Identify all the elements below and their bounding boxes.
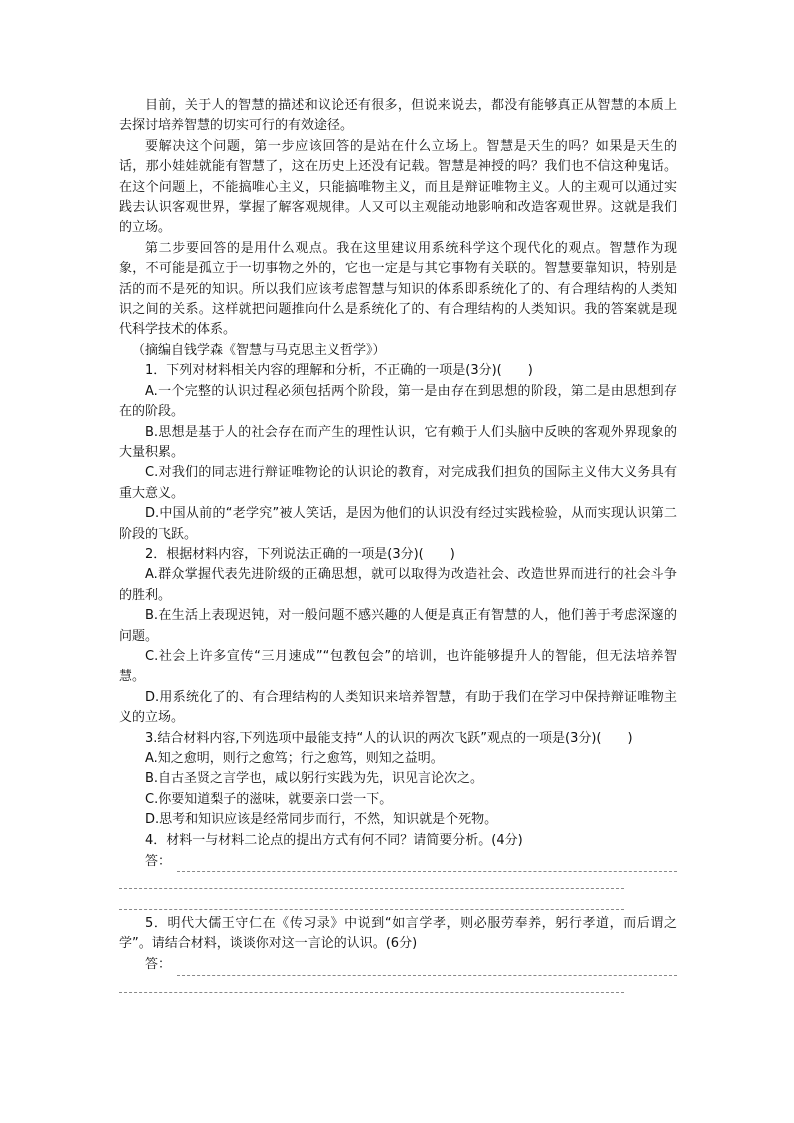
source-citation: （摘编自钱学森《智慧与马克思主义哲学》）: [132, 342, 386, 358]
question-3-option-c: C.你要知道梨子的滋味，就要亲口尝一下。: [145, 791, 393, 807]
question-3-stem: 3.结合材料内容,下列选项中最能支持“人的认识的两次飞跃”观点的一项是(3分)( ): [145, 730, 633, 746]
answer-dotted-line[interactable]: [119, 992, 624, 993]
answer-label: 答：: [145, 853, 172, 869]
question-4-stem: 4．材料一与材料二论点的提出方式有何不同？请简要分析。(4分): [145, 832, 523, 848]
question-2-option-d: D.用系统化了的、有合理结构的人类知识来培养智慧，有助于我们在学习中保持辩证唯物主义的立场。: [119, 689, 677, 726]
question-1-option-c: C.对我们的同志进行辩证唯物论的认识论的教育，对完成我们担负的国际主义伟大义务具有重大意义。: [119, 465, 677, 501]
document-body: [119, 96, 677, 997]
passage-paragraph-3: 第二步要回答的是用什么观点。我在这里建议用系统科学这个现代化的观点。智慧作为现象，不可能是孤立于一切事物之外的，它也一定是与其它事物有关联的。智慧要靠知识，特别是活的而不是死的知识。所以我们应该考虑智慧与知识的体系即系统化了的、有合理结构的人类知识之间的关系。这样就把问题推向什么是系统化了的、有合理结构的人类知识。我的答案就是现代科学技术的体系。: [119, 240, 677, 338]
question-4-answer-line-2[interactable]: [119, 872, 677, 893]
question-2-option-b: B.在生活上表现迟钝，对一般问题不感兴趣的人便是真正有智慧的人，他们善于考虑深邃的问题。: [119, 608, 677, 644]
question-1-option-d: D.中国从前的“老学究”被人笑话，是因为他们的认识没有经过实践检验，从而实现认识第二阶段的飞跃。: [119, 506, 677, 542]
question-1-stem: 1．下列对材料相关内容的理解和分析，不正确的一项是(3分)( ): [145, 363, 533, 379]
question-2-stem: 2．根据材料内容，下列说法正确的一项是(3分)( ): [145, 546, 455, 562]
question-1-option-b: B.思想是基于人的社会存在而产生的理性认识，它有赖于人们头脑中反映的客观外界现象的大量积累。: [119, 424, 677, 460]
passage-paragraph-2: 要解决这个问题，第一步应该回答的是站在什么立场上。智慧是天生的吗？如果是天生的话，那小娃娃就能有智慧了，这在历史上还没有记载。智慧是神授的吗？我们也不信这种鬼话。在这个问题上，不能搞唯心主义，只能搞唯物主义，而且是辩证唯物主义。人的主观可以通过实践去认识客观世界，掌握了解客观规律。人又可以主观能动地影响和改造客观世界。这就是我们的立场。: [119, 138, 677, 236]
question-2-option-a: A.群众掌握代表先进阶级的正确思想，就可以取得为改造社会、改造世界而进行的社会斗争的胜利。: [119, 567, 677, 603]
answer-dotted-line[interactable]: [119, 888, 624, 889]
question-5-answer-line-1[interactable]: [119, 955, 677, 976]
question-3-option-a: A.知之愈明，则行之愈笃；行之愈笃，则知之益明。: [145, 751, 444, 766]
question-1-option-a: A.一个完整的认识过程必须包括两个阶段，第一是由存在到思想的阶段，第二是由思想到存在的阶段。: [119, 383, 677, 420]
answer-dotted-line[interactable]: [177, 962, 677, 976]
question-3-option-d: D.思考和知识应该是经常同步而行，不然，知识就是个死物。: [145, 812, 498, 828]
passage-paragraph-1: 目前，关于人的智慧的描述和议论还有很多，但说来说去，都没有能够真正从智慧的本质上去探讨培养智慧的切实可行的有效途径。: [119, 98, 677, 134]
question-4-answer-line-1[interactable]: [119, 851, 677, 872]
question-2-option-c: C.社会上许多宣传“三月速成”“包教包会”的培训，也许能够提升人的智能，但无法培养智慧。: [119, 648, 677, 685]
answer-dotted-line[interactable]: [119, 909, 624, 910]
answer-dotted-line[interactable]: [177, 858, 677, 872]
question-5-answer-line-2[interactable]: [119, 976, 677, 997]
question-5-stem: 5．明代大儒王守仁在《传习录》中说到“如言学孝，则必服劳奉养，躬行孝道，而后谓之学”。请结合材料，谈谈你对这一言论的认识。(6分): [119, 916, 677, 952]
question-4-answer-line-3[interactable]: [119, 893, 677, 914]
question-3-option-b: B.自古圣贤之言学也，咸以躬行实践为先，识见言论次之。: [145, 771, 484, 787]
answer-label: 答：: [145, 957, 172, 973]
